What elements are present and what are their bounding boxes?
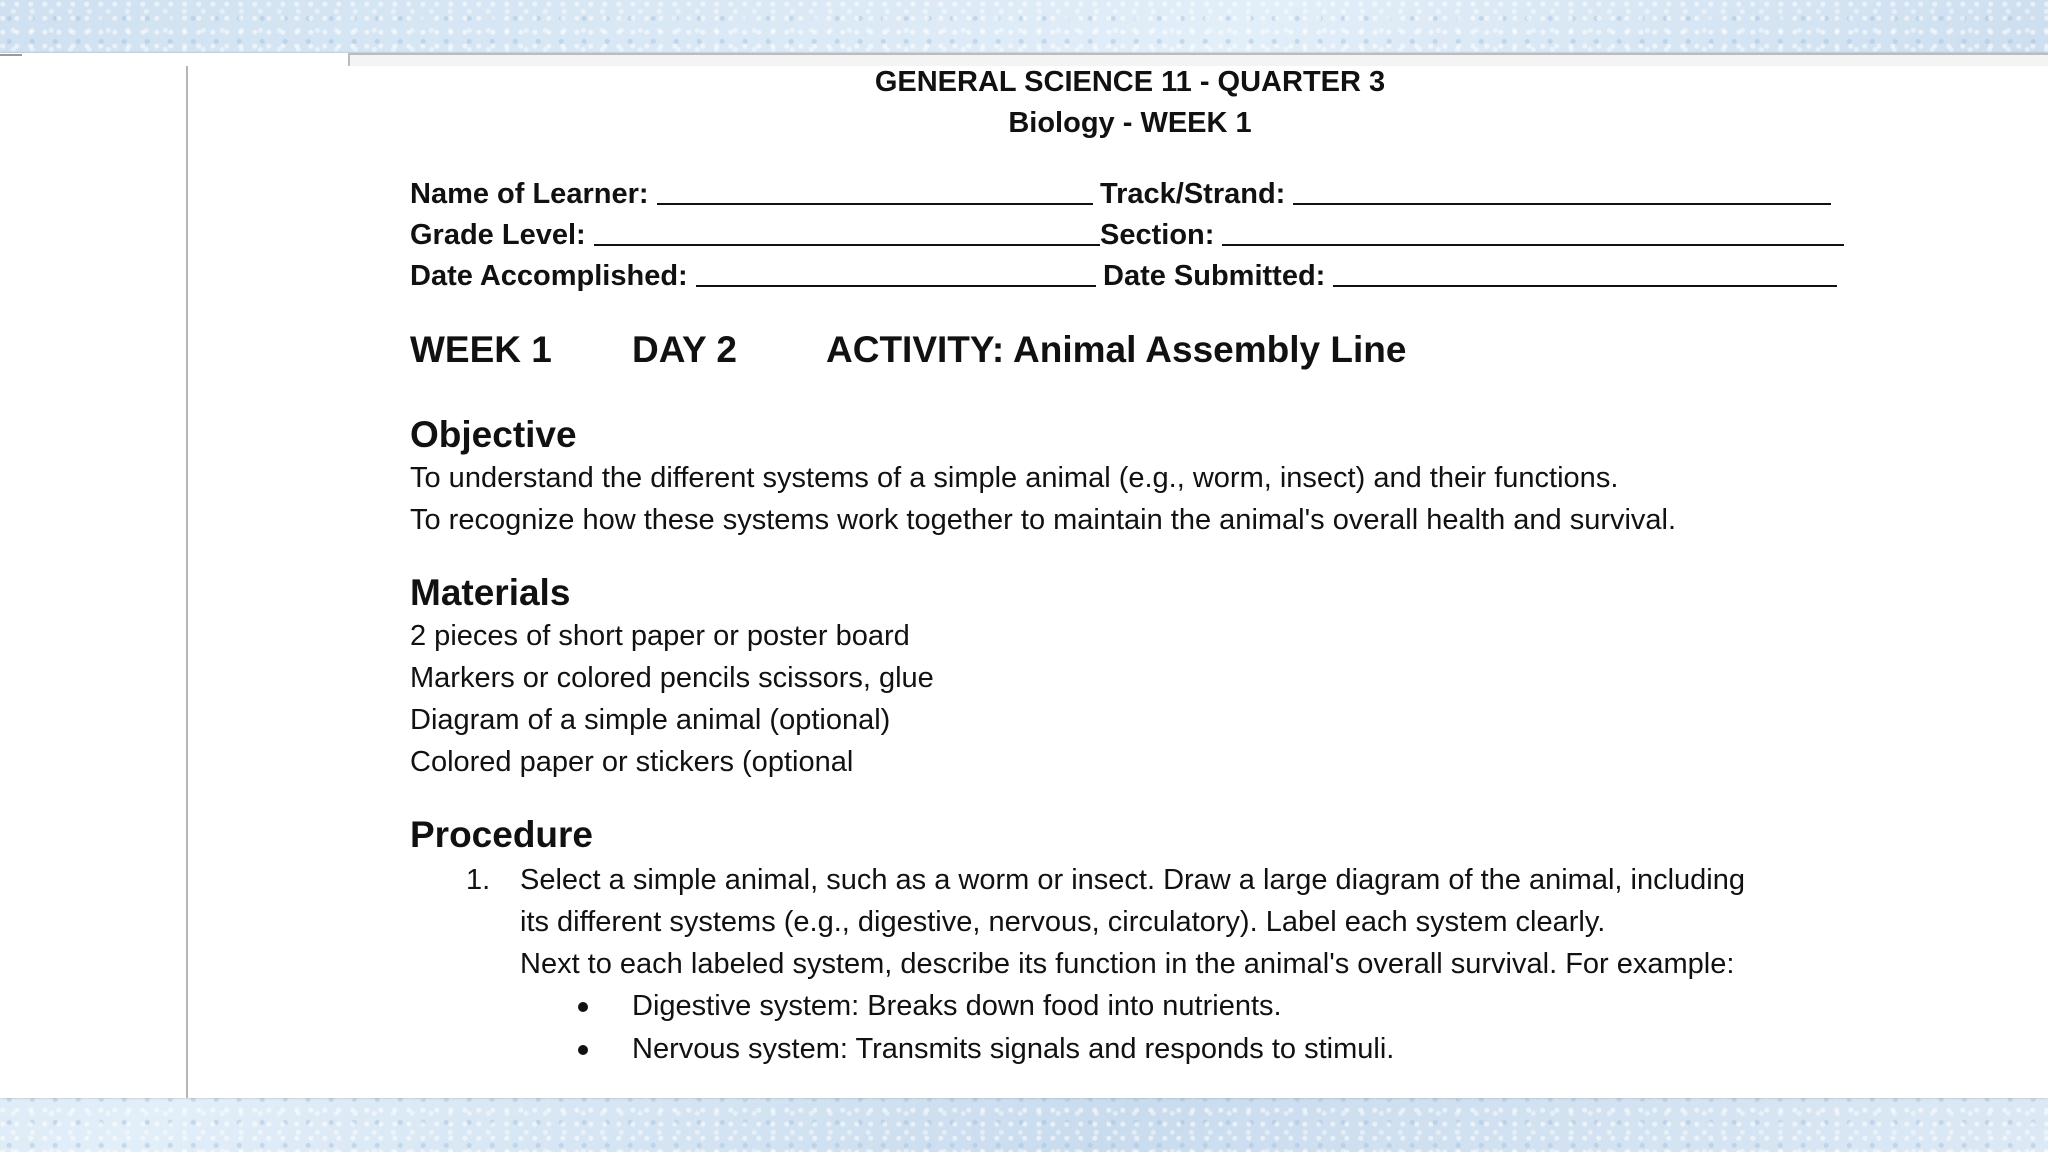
grade-blank[interactable] <box>594 244 1100 246</box>
date-accomplished-field[interactable] <box>410 260 1103 293</box>
procedure-bullet-1 <box>574 985 1870 1028</box>
procedure-step-1 <box>410 859 1870 985</box>
section-blank[interactable] <box>1222 244 1844 246</box>
materials-item-2: Markers or colored pencils scissors, glue <box>410 662 934 694</box>
date-accomplished-blank[interactable] <box>696 285 1096 287</box>
procedure-step-number: 1. <box>466 864 491 896</box>
materials-item-3: Diagram of a simple animal (optional) <box>410 704 891 736</box>
document-title <box>410 62 1850 144</box>
grade-label: Grade Level: <box>410 219 586 251</box>
activity-day: DAY 2 <box>632 329 737 370</box>
track-label: Track/Strand: <box>1100 178 1286 210</box>
activity-title: ACTIVITY: Animal Assembly Line <box>826 329 1407 370</box>
field-row-3 <box>410 252 1870 293</box>
track-blank[interactable] <box>1293 203 1831 205</box>
track-field[interactable] <box>1100 178 1831 211</box>
title-line-2: Biology - WEEK 1 <box>1008 107 1252 139</box>
name-field[interactable] <box>410 178 1100 211</box>
procedure-line-3: Next to each labeled system, describe its function in the animal's overall survival. For example: <box>520 948 1735 980</box>
grade-field[interactable] <box>410 219 1100 252</box>
section-field[interactable] <box>1100 219 1844 252</box>
procedure-step-text <box>520 859 1745 985</box>
bullet-icon <box>574 985 632 1028</box>
materials-item-4: Colored paper or stickers (optional <box>410 746 854 778</box>
field-row-2 <box>410 211 1870 252</box>
objective-line-2: To recognize how these systems work together to maintain the animal's overall health and survival. <box>410 504 1677 536</box>
date-submitted-label: Date Submitted: <box>1103 260 1326 292</box>
name-blank[interactable] <box>657 203 1093 205</box>
procedure-line-2: its different systems (e.g., digestive, nervous, circulatory). Label each system clearly. <box>520 906 1606 938</box>
procedure-bullet-2 <box>574 1028 1870 1071</box>
page-left-margin-line <box>186 66 188 1098</box>
materials-heading: Materials <box>410 572 571 613</box>
learner-info-fields <box>410 170 1870 293</box>
bullet-icon <box>574 1028 632 1071</box>
procedure-line-1: Select a simple animal, such as a worm or insect. Draw a large diagram of the animal, including <box>520 864 1745 896</box>
title-line-1: GENERAL SCIENCE 11 - QUARTER 3 <box>874 66 1386 98</box>
materials-item-1: 2 pieces of short paper or poster board <box>410 620 910 652</box>
procedure-heading: Procedure <box>410 814 594 855</box>
date-submitted-blank[interactable] <box>1333 285 1837 287</box>
date-submitted-field[interactable] <box>1103 260 1837 293</box>
objective-heading: Objective <box>410 414 577 455</box>
bullet-text: Digestive system: Breaks down food into nutrients. <box>632 990 1282 1022</box>
date-accomplished-label: Date Accomplished: <box>410 260 688 292</box>
activity-week: WEEK 1 <box>410 329 552 370</box>
section-label: Section: <box>1100 219 1215 251</box>
field-row-1 <box>410 170 1870 211</box>
bullet-text: Nervous system: Transmits signals and responds to stimuli. <box>632 1033 1395 1065</box>
name-label: Name of Learner: <box>410 178 649 210</box>
activity-header <box>410 327 1870 373</box>
objective-line-1: To understand the different systems of a simple animal (e.g., worm, insect) and their functions. <box>410 462 1619 494</box>
ruler-mark <box>0 54 22 56</box>
worksheet-content <box>410 62 1870 1071</box>
